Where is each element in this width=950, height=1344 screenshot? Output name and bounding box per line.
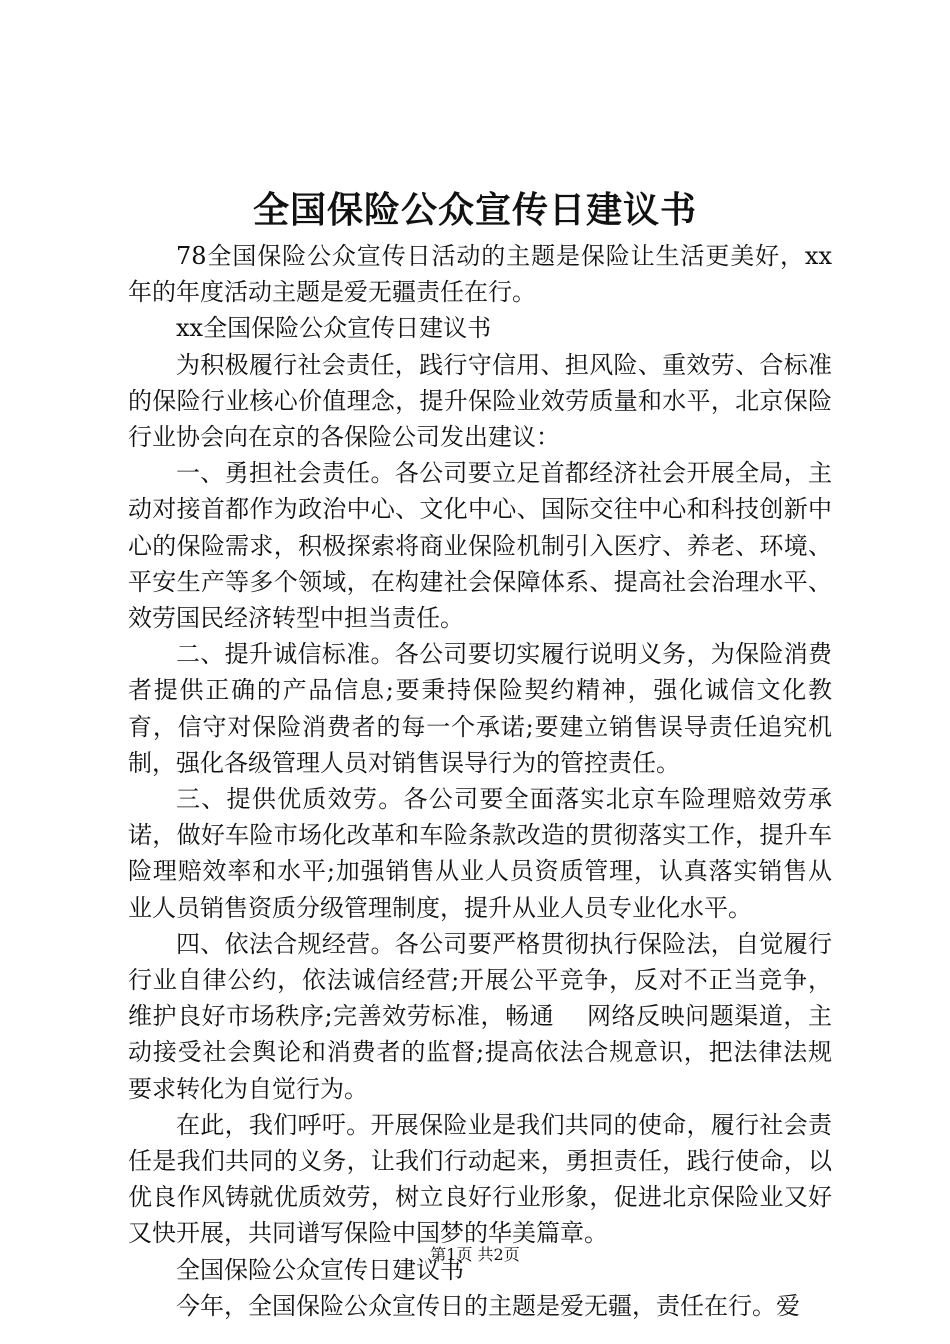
paragraph: 一、勇担社会责任。各公司要立足首都经济社会开展全局，主动对接首都作为政治中心、文化中心、国际交往中心和科技创新中心的保险需求，积极探索将商业保险机制引入医疗、养老、环境、平安生产等多个领域，在构建社会保障体系、提高社会治理水平、效劳国民经济转型中担当责任。	[128, 459, 832, 633]
paragraph: 全国保险公众宣传日建议书	[176, 1255, 464, 1284]
paragraph: 78全国保险公众宣传日活动的主题是保险让生活更美好，xx年的年度活动主题是爱无疆责任在行。	[128, 242, 832, 307]
page-number-footer: 第1页 共2页	[430, 1245, 520, 1264]
paragraph: 三、提供优质效劳。各公司要全面落实北京车险理赔效劳承诺，做好车险市场化改革和车险条款改造的贯彻落实工作，提升车险理赔效率和水平;加强销售从业人员资质管理，认真落实销售从业人员销售资质分级管理制度，提升从业人员专业化水平。	[128, 785, 832, 922]
document-body	[128, 238, 832, 1324]
paragraph: 今年，全国保险公众宣传日的主题是爱无疆，责任在行。爱	[176, 1291, 800, 1320]
paragraph: 在此，我们呼吁。开展保险业是我们共同的使命，履行社会责任是我们共同的义务，让我们行动起来，勇担责任，践行使命，以优良作风铸就优质效劳，树立良好行业形象，促进北京保险业又好又快开展，共同谱写保险中国梦的华美篇章。	[128, 1110, 832, 1248]
document-title: 全国保险公众宣传日建议书	[252, 189, 697, 231]
paragraph: 为积极履行社会责任，践行守信用、担风险、重效劳、合标准的保险行业核心价值理念，提升保险业效劳质量和水平，北京保险行业协会向在京的各保险公司发出建议：	[128, 350, 832, 452]
paragraph: 二、提升诚信标准。各公司要切实履行说明义务，为保险消费者提供正确的产品信息;要秉持保险契约精神，强化诚信文化教育，信守对保险消费者的每一个承诺;要建立销售误导责任追究机制，强化各级管理人员对销售误导行为的管控责任。	[128, 640, 832, 777]
paragraph: xx全国保险公众宣传日建议书	[176, 314, 492, 343]
paragraph: 四、依法合规经营。各公司要严格贯彻执行保险法，自觉履行行业自律公约，依法诚信经营;开展公平竞争，反对不正当竞争，维护良好市场秩序;完善效劳标准，畅通 网络反映问题渠道，主动接受社会舆论和消费者的监督;提高依法合规意识，把法律法规要求转化为自觉行为。	[128, 929, 832, 1103]
